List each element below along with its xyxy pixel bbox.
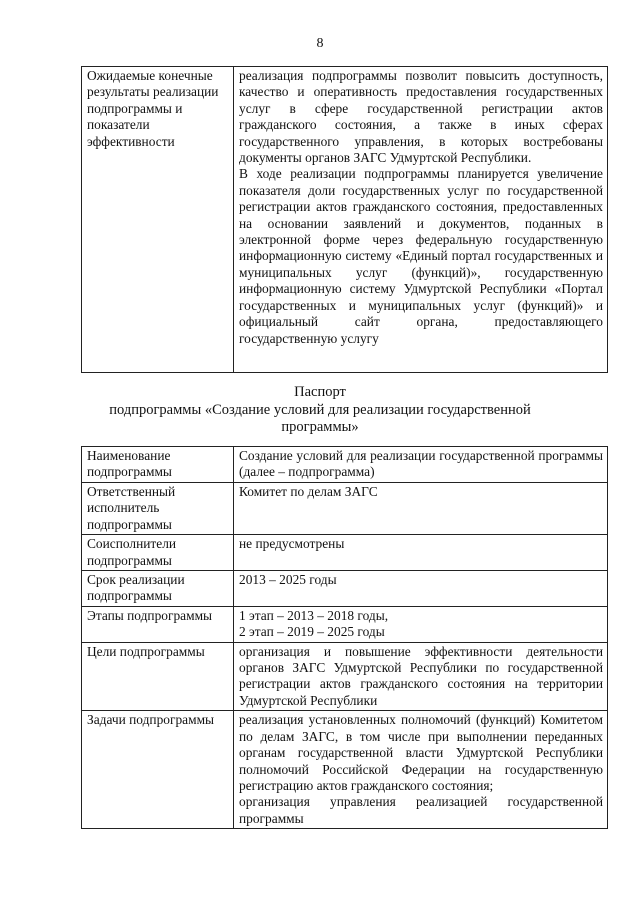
row-label: Этапы подпрограммы bbox=[82, 606, 234, 642]
table-row bbox=[82, 711, 608, 829]
row-value: Создание условий для реализации государственной программы (далее – подпрограмма) bbox=[234, 447, 608, 483]
row-value: 2013 – 2025 годы bbox=[234, 571, 608, 607]
row-label: Ответственный исполнитель подпрограммы bbox=[82, 483, 234, 535]
results-paragraph-2: В ходе реализации подпрограммы планируется увеличение показателя доли государственных услуг по государственной регистрации актов гражданского состояния, предоставленных на основании заявлений и документов, поданных в электронной форме через федеральную государственную информационную систему «Единый портал государственных и муниципальных услуг (функций)», государственную информационную систему Удмуртской Республики «Портал государственных и муниципальных услуг (функций)» и официальный сайт органа, предоставляющего государственную услугу bbox=[239, 166, 603, 346]
table-row bbox=[82, 483, 608, 535]
results-text bbox=[234, 67, 608, 373]
passport-table bbox=[81, 446, 608, 829]
row-label: Цели подпрограммы bbox=[82, 642, 234, 711]
stage-1: 1 этап – 2013 – 2018 годы, bbox=[239, 607, 389, 623]
row-value: не предусмотрены bbox=[234, 535, 608, 571]
stage-2: 2 этап – 2019 – 2025 годы bbox=[239, 624, 385, 640]
row-value bbox=[234, 711, 608, 829]
results-paragraph-1: реализация подпрограммы позволит повысить доступность, качество и оперативность предоставления государственных услуг в сфере государственной регистрации актов гражданского состояния, а также в иных сферах государственного управления, в которых востребованы документы органов ЗАГС Удмуртской Республики. bbox=[239, 68, 603, 166]
page-number: 8 bbox=[316, 36, 324, 51]
table-row bbox=[82, 447, 608, 483]
row-value bbox=[234, 606, 608, 642]
passport-heading: Паспорт bbox=[294, 384, 346, 400]
row-value: организация и повышение эффективности деятельности органов ЗАГС Удмуртской Республики по государственной регистрации актов гражданского состояния на территории Удмуртской Республики bbox=[234, 642, 608, 711]
row-label: Соисполнители подпрограммы bbox=[82, 535, 234, 571]
task-1: реализация установленных полномочий (функций) Комитетом по делам ЗАГС, в том числе при выполнении переданных органам государственной власти Удмуртской Республики полномочий Российской Федерации на государственную регистрацию актов гражданского состояния; bbox=[239, 712, 603, 793]
results-table bbox=[81, 66, 608, 373]
table-row bbox=[82, 67, 608, 373]
table-row bbox=[82, 642, 608, 711]
task-2: организация управления реализацией государственной программы bbox=[239, 794, 603, 826]
results-label: Ожидаемые конечные результаты реализации подпрограммы и показатели эффективности bbox=[82, 67, 234, 373]
table-row bbox=[82, 571, 608, 607]
table-row bbox=[82, 606, 608, 642]
row-label: Задачи подпрограммы bbox=[82, 711, 234, 829]
passport-subheading: подпрограммы «Создание условий для реализации государственной программы» bbox=[109, 401, 531, 435]
row-label: Срок реализации подпрограммы bbox=[82, 571, 234, 607]
passport-title bbox=[0, 384, 640, 437]
row-value: Комитет по делам ЗАГС bbox=[234, 483, 608, 535]
row-label: Наименование подпрограммы bbox=[82, 447, 234, 483]
table-row bbox=[82, 535, 608, 571]
